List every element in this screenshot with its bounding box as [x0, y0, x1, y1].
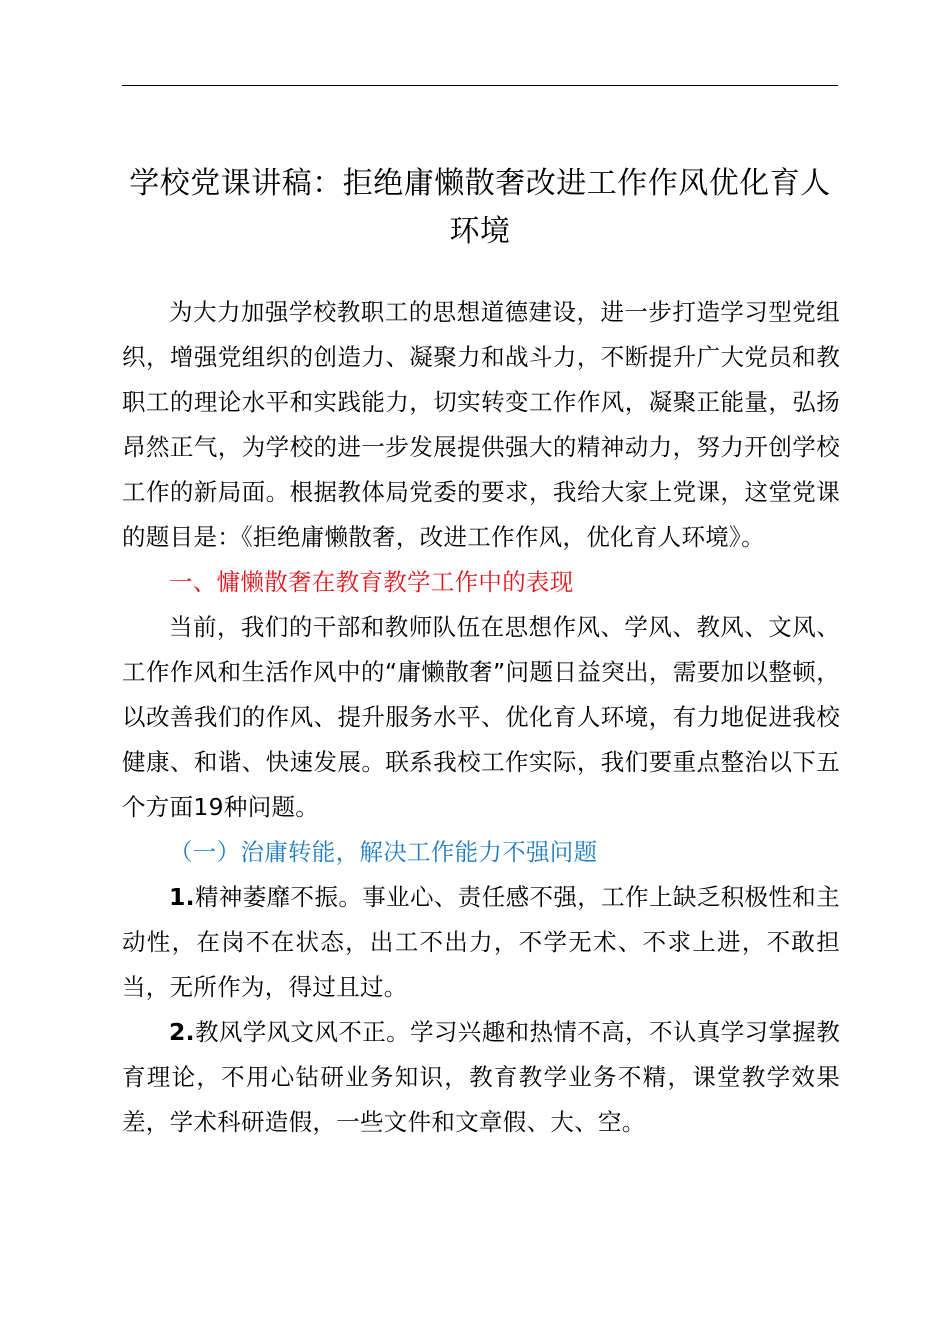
intro-paragraph: 为大力加强学校教职工的思想道德建设，进一步打造学习型党组织，增强党组织的创造力、凝聚力和战斗力，不断提升广大党员和教职工的理论水平和实践能力，切实转变工作作风，凝聚正能量，弘扬昂然正气，为学校的进一步发展提供强大的精神动力，努力开创学校工作的新局面。根据教体局党委的要求，我给大家上党课，这堂党课的题目是：《拒绝庸懒散奢，改进工作作风，优化育人环境》。 [122, 298, 840, 551]
list-item-1 [122, 875, 840, 1010]
list-item-2 [122, 1010, 840, 1145]
list-item-1-number: 1. [169, 883, 195, 911]
list-item-2-text: 教风学风文风不正。学习兴趣和热情不高，不认真学习掌握教育理论，不用心钻研业务知识，教育教学业务不精，课堂教学效果差，学术科研造假，一些文件和文章假、大、空。 [122, 1018, 840, 1136]
header-rule [122, 85, 838, 86]
document-body [122, 290, 840, 1145]
section-heading-1: 一、慵懒散奢在教育教学工作中的表现 [169, 568, 574, 596]
list-item-2-number: 2. [169, 1018, 195, 1046]
body-paragraph-2: 当前，我们的干部和教师队伍在思想作风、学风、教风、文风、工作作风和生活作风中的“庸懒散奢”问题日益突出，需要加以整顿，以改善我们的作风、提升服务水平、优化育人环境，有力地促进我校健康、和谐、快速发展。联系我校工作实际，我们要重点整治以下五个方面19种问题。 [122, 613, 840, 821]
subsection-heading-1: （一）治庸转能，解决工作能力不强问题 [169, 838, 598, 866]
list-item-1-text: 精神萎靡不振。事业心、责任感不强，工作上缺乏积极性和主动性，在岗不在状态，出工不出力，不学无术、不求上进，不敢担当，无所作为，得过且过。 [122, 883, 840, 1001]
document-title: 学校党课讲稿：拒绝庸懒散奢改进工作作风优化育人环境 [129, 166, 831, 249]
